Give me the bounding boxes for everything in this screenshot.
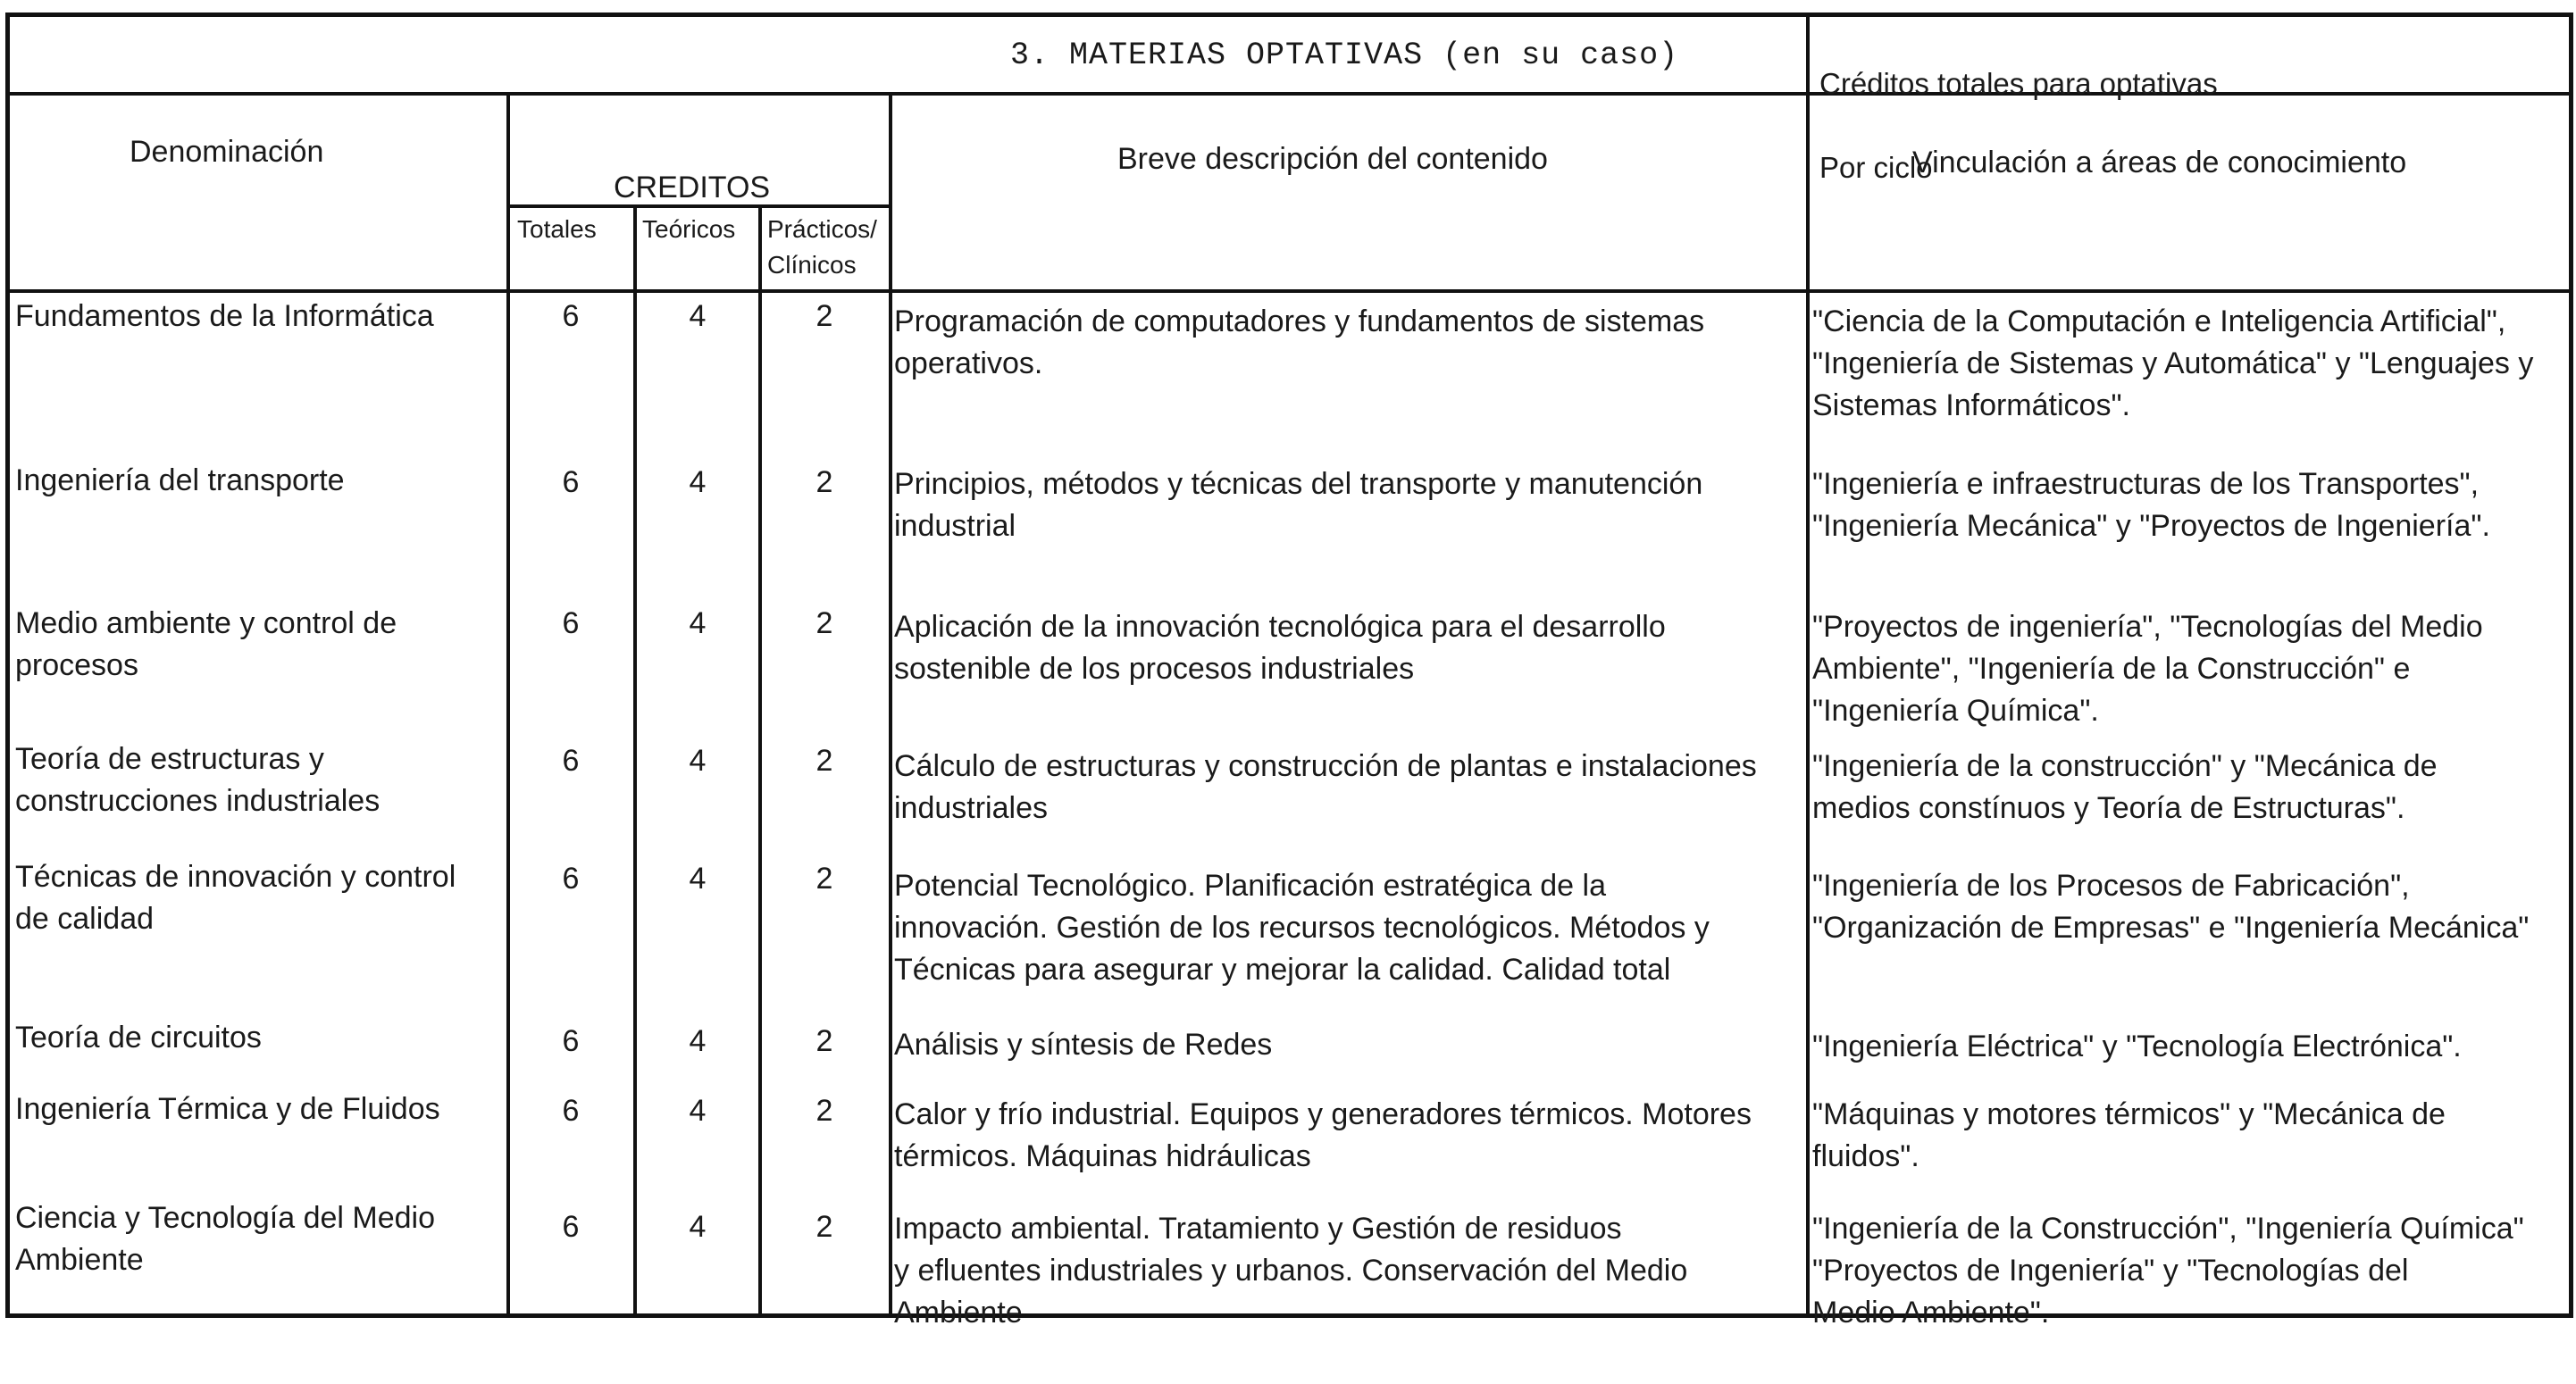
row-6-totales: 6 <box>562 1024 580 1058</box>
row-7-vinculacion: "Máquinas y motores térmicos" y "Mecánica de fluidos". <box>1812 1097 2446 1173</box>
divider-descripcion <box>889 92 892 1313</box>
row-4-teoricos: 4 <box>689 744 707 778</box>
row-1-vinculacion: "Ciencia de la Computación e Inteligencia Artificial", "Ingeniería de Sistemas y Automática" y "Lenguajes y Sistemas Informáticos". <box>1812 304 2534 422</box>
row-2-practicos: 2 <box>815 465 833 499</box>
creditos-totales-text: Créditos totales para optativas <box>1819 67 2218 100</box>
header-practicos: Prácticos/ Clínicos <box>767 215 877 279</box>
row-3-vinculacion: "Proyectos de ingeniería", "Tecnologías del Medio Ambiente", "Ingeniería de la Construcción" e "Ingeniería Química". <box>1812 610 2483 728</box>
row-5-teoricos: 4 <box>689 862 707 896</box>
row-6-practicos: 2 <box>815 1024 833 1058</box>
row-8-totales: 6 <box>562 1210 580 1244</box>
row-8-practicos: 2 <box>815 1210 833 1244</box>
row-2-name: Ingeniería del transporte <box>15 463 345 497</box>
row-6-name: Teoría de circuitos <box>15 1021 262 1055</box>
row-7-totales: 6 <box>562 1094 580 1128</box>
row-2-totales: 6 <box>562 465 580 499</box>
row-2-vinculacion: "Ingeniería e infraestructuras de los Transportes", "Ingeniería Mecánica" y "Proyectos de Ingeniería". <box>1812 467 2490 543</box>
row-5-vinculacion: "Ingeniería de los Procesos de Fabricación", "Organización de Empresas" e "Ingeniería Mecánica" <box>1812 869 2530 945</box>
row-3-teoricos: 4 <box>689 606 707 640</box>
row-2-teoricos: 4 <box>689 465 707 499</box>
row-4-totales: 6 <box>562 744 580 778</box>
row-8-teoricos: 4 <box>689 1210 707 1244</box>
row-6-teoricos: 4 <box>689 1024 707 1058</box>
header-totales: Totales <box>517 215 597 243</box>
row-5-practicos: 2 <box>815 862 833 896</box>
row-5-totales: 6 <box>562 862 580 896</box>
row-1-practicos: 2 <box>815 299 833 333</box>
row-7-practicos: 2 <box>815 1094 833 1128</box>
row-4-practicos: 2 <box>815 744 833 778</box>
optativas-table <box>5 13 2573 1330</box>
row-3-descripcion: Aplicación de la innovación tecnológica para el desarrollo sostenible de los procesos industriales <box>894 610 1666 686</box>
row-8-descripcion: Impacto ambiental. Tratamiento y Gestión de residuos y efluentes industriales y urbanos. Conservación del Medio Ambiente <box>894 1212 1688 1330</box>
row-1-totales: 6 <box>562 299 580 333</box>
row-3-totales: 6 <box>562 606 580 640</box>
row-6-vinculacion: "Ingeniería Eléctrica" y "Tecnología Electrónica". <box>1812 1030 2462 1063</box>
row-8-name: Ciencia y Tecnología del Medio Ambiente <box>15 1201 435 1277</box>
section-title: 3. MATERIAS OPTATIVAS (en su caso) <box>1010 38 1679 73</box>
row-8-vinculacion: "Ingeniería de la Construcción", "Ingeniería Química" "Proyectos de Ingeniería" y "Tecnologías del Medio Ambiente". <box>1812 1212 2524 1330</box>
row-1-descripcion: Programación de computadores y fundamentos de sistemas operativos. <box>894 304 1705 380</box>
row-3-name: Medio ambiente y control de procesos <box>15 606 397 682</box>
header-creditos: CREDITOS <box>614 171 771 204</box>
creditos-totales-label <box>1819 21 2218 230</box>
divider-vinculacion <box>1806 17 1810 1313</box>
row-7-teoricos: 4 <box>689 1094 707 1128</box>
row-6-descripcion: Análisis y síntesis de Redes <box>894 1028 1273 1062</box>
header-vinculacion: Vinculación a áreas de conocimiento <box>1912 146 2407 179</box>
header-descripcion: Breve descripción del contenido <box>1117 142 1548 176</box>
row-1-teoricos: 4 <box>689 299 707 333</box>
row-4-descripcion: Cálculo de estructuras y construcción de plantas e instalaciones industriales <box>894 749 1757 825</box>
row-4-vinculacion: "Ingeniería de la construcción" y "Mecánica de medios constínuos y Teoría de Estructuras". <box>1812 749 2438 825</box>
header-teoricos: Teóricos <box>642 215 736 243</box>
row-4-name: Teoría de estructuras y construcciones industriales <box>15 742 381 818</box>
row-5-name: Técnicas de innovación y control de calidad <box>15 860 456 936</box>
row-2-descripcion: Principios, métodos y técnicas del transporte y manutención industrial <box>894 467 1703 543</box>
row-1-name: Fundamentos de la Informática <box>15 299 434 333</box>
row-7-name: Ingeniería Térmica y de Fluidos <box>15 1092 440 1126</box>
row-5-descripcion: Potencial Tecnológico. Planificación estratégica de la innovación. Gestión de los recursos tecnológicos. Métodos y Técnicas para asegurar y mejorar la calidad. Calidad total <box>894 869 1710 987</box>
row-3-practicos: 2 <box>815 606 833 640</box>
header-divider <box>10 289 2569 293</box>
por-ciclo-text: Por ciclo <box>1819 151 1933 184</box>
row-7-descripcion: Calor y frío industrial. Equipos y generadores térmicos. Motores térmicos. Máquinas hidráulicas <box>894 1097 1752 1173</box>
header-denominacion: Denominación <box>130 135 324 169</box>
